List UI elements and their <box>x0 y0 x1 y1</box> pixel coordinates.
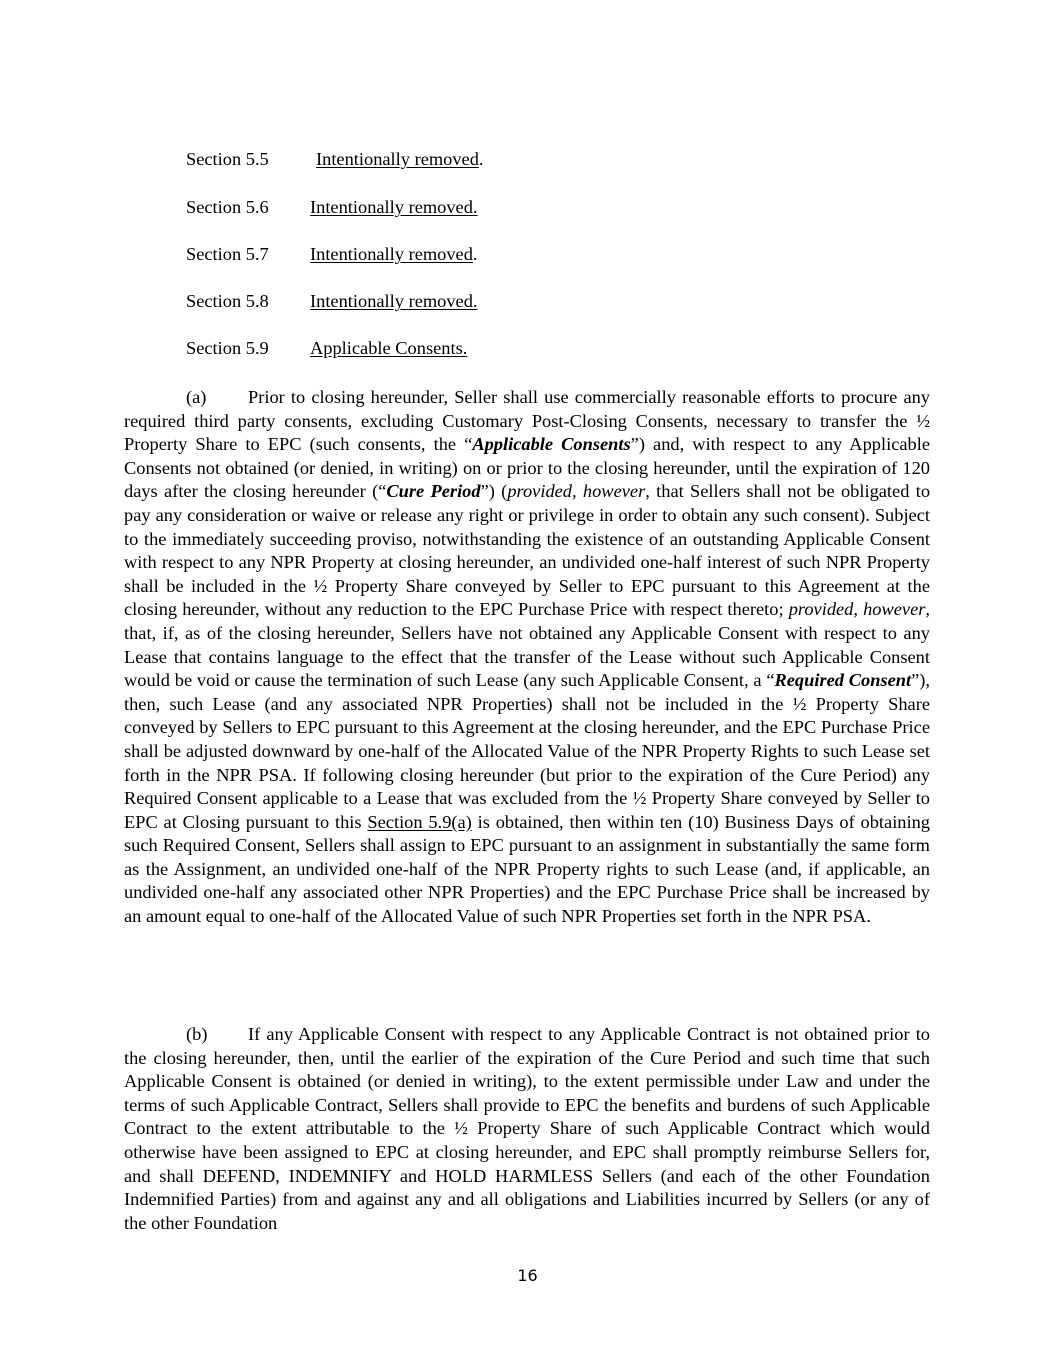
paragraph-b: (b) If any Applicable Consent with respect to any Applicable Contract is not obtained prior to the closing hereunder, then, until the earlier of the expiration of the Cure Period and such time that such Applicable Consent is obtained (or denied in writing), to the extent permissible under Law and under the terms of such Applicable Contract, Sellers shall provide to EPC the benefits and burdens of such Applicable Contract to the extent attributable to the ½ Property Share of such Applicable Contract which would otherwise have been assigned to EPC at closing hereunder, and EPC shall promptly reimburse Sellers for, and shall DEFEND, INDEMNIFY and HOLD HARMLESS Sellers (and each of the other Foundation Indemnified Parties) from and against any and all obligations and Liabilities incurred by Sellers (or any of the other Foundation <box>124 1024 930 1233</box>
section-title: Intentionally removed. <box>310 197 478 217</box>
defined-term: Applicable Consents <box>472 434 631 455</box>
section-reference: Section 5.9(a) <box>367 811 472 832</box>
section-number: Section 5.6 <box>186 197 269 217</box>
section-5-7: Section 5.7 Intentionally removed. <box>186 243 478 267</box>
section-number: Section 5.8 <box>186 291 269 311</box>
section-number: Section 5.7 <box>186 244 269 264</box>
section-5-9 <box>186 337 467 361</box>
paragraph-label: (a) <box>186 387 207 407</box>
section-5-6 <box>186 196 478 220</box>
page-number: 16 <box>517 1266 538 1285</box>
paragraph-label: (b) <box>186 1024 208 1044</box>
section-title: Applicable Consents. <box>310 338 468 358</box>
section-5-8 <box>186 290 478 314</box>
section-title: Intentionally removed. <box>310 291 478 311</box>
section-title: Intentionally removed <box>316 149 479 169</box>
section-number: Section 5.5 <box>186 149 269 169</box>
section-title: Intentionally removed <box>310 244 473 264</box>
paragraph-a: (a) Prior to closing hereunder, Seller shall use commercially reasonable efforts to procure any required third party consents, excluding Customary Post-Closing Consents, necessary to transfer the ½ Property Share to EPC (such consents, the “Applicable Consents”) and, with respect to any Applicable Consents not obtained (or denied, in writing) on or prior to the closing hereunder, until the expiration of 120 days after the closing hereunder (“Cure Period”) (provided, however, that Sellers shall not be obligated to pay any consideration or waive or release any right or privilege in order to obtain any such consent). Subject to the immediately succeeding proviso, notwithstanding the existence of an outstanding Applicable Consent with respect to any NPR Property at closing hereunder, an undivided one-half interest of such NPR Property shall be included in the ½ Property Share conveyed by Seller to EPC pursuant to this Agreement at the closing hereunder, without any reduction to the EPC Purchase Price with respect thereto; provided, however, that, if, as of the closing hereunder, Sellers have not obtained any Applicable Consent with respect to any Lease that contains language to the effect that the transfer of the Lease without such Applicable Consent would be void or cause the termination of such Lease (any such Applicable Consent, a “Required Consent”), then, such Lease (and any associated NPR Properties) shall not be included in the ½ Property Share conveyed by Sellers to EPC pursuant to this Agreement at the closing hereunder, and the EPC Purchase Price shall be adjusted downward by one-half of the Allocated Value of the NPR Property Rights to such Lease set forth in the NPR PSA. If following closing hereunder (but prior to the expiration of the Cure Period) any Required Consent applicable to a Lease that was excluded from the ½ Property Share conveyed by Seller to EPC at Closing pursuant to this Section 5.9(a) is obtained, then within ten (10) Business Days of obtaining such Required Consent, Sellers shall assign to EPC pursuant to an assignment in substantially the same form as the Assignment, an undivided one-half of the NPR Property rights to such Lease (and, if applicable, an undivided one-half any associated other NPR Properties) and the EPC Purchase Price shall be increased by an amount equal to one-half of the Allocated Value of such NPR Properties set forth in the NPR PSA. <box>124 387 931 927</box>
defined-term: Cure Period <box>386 481 481 502</box>
defined-term: Required Consent <box>774 670 912 691</box>
section-number: Section 5.9 <box>186 338 269 358</box>
section-5-5: Section 5.5 Intentionally removed. <box>186 148 484 172</box>
